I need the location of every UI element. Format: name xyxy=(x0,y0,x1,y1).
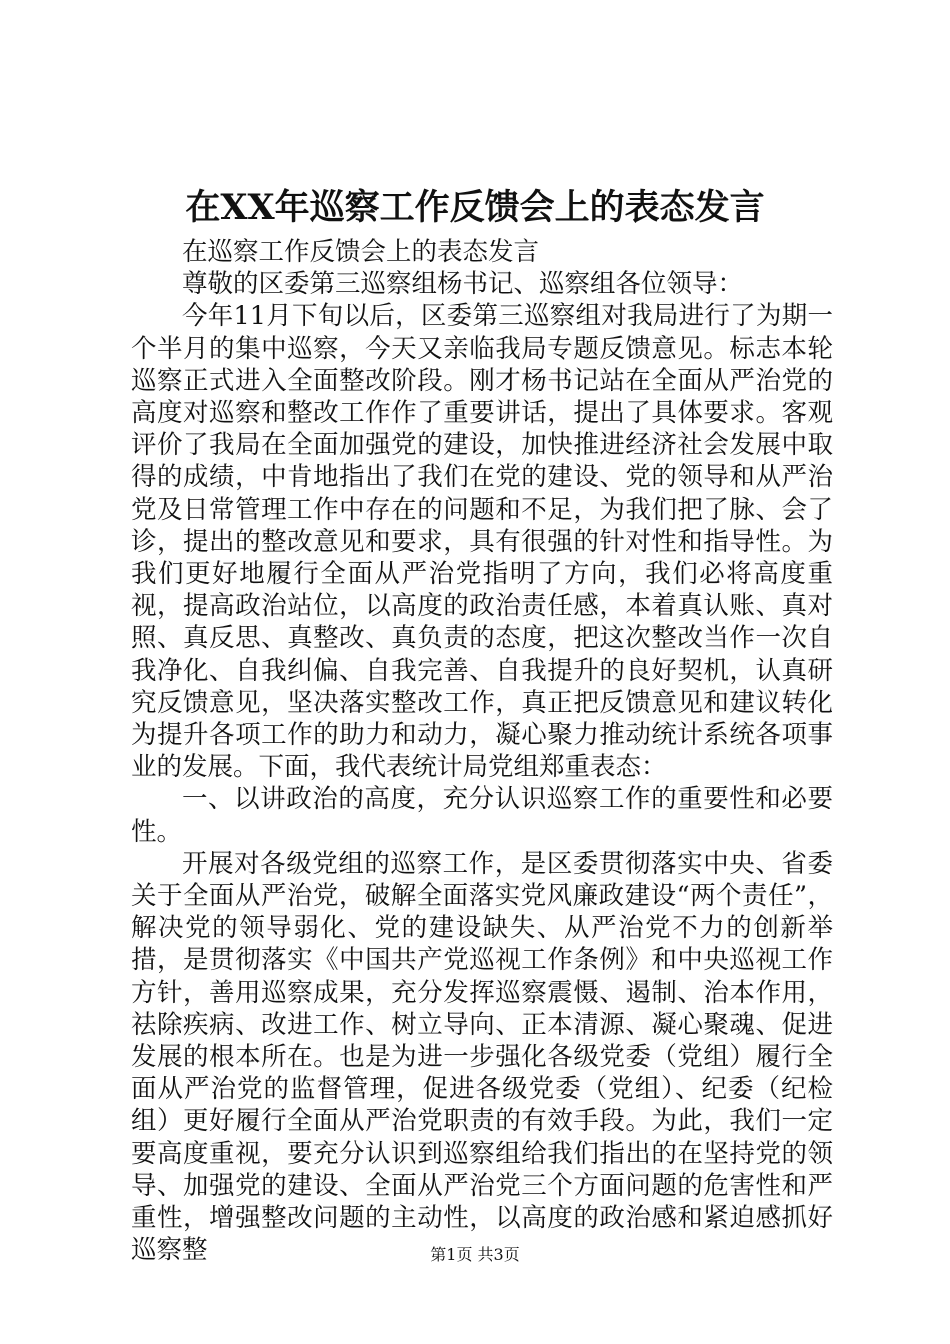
document-body xyxy=(131,236,833,1267)
paragraph-salutation: 尊敬的区委第三巡察组杨书记、巡察组各位领导： xyxy=(182,269,744,300)
page-number-footer: 第1页 共3页 xyxy=(430,1245,520,1264)
paragraph-intro: 今年11月下旬以后，区委第三巡察组对我局进行了为期一个半月的集中巡察，今天又亲临我局专题反馈意见。标志本轮巡察正式进入全面整改阶段。刚才杨书记站在全面从严治党的高度对巡察和整改工作作了重要讲话，提出了具体要求。客观评价了我局在全面加强党的建设，加快推进经济社会发展中取得的成绩，中肯地指出了我们在党的建设、党的领导和从严治党及日常管理工作中存在的问题和不足，为我们把了脉、会了诊，提出的整改意见和要求，具有很强的针对性和指导性。为我们更好地履行全面从严治党指明了方向，我们必将高度重视，提高政治站位，以高度的政治责任感，本着真认账、真对照、真反思、真整改、真负责的态度，把这次整改当作一次自我净化、自我纠偏、自我完善、自我提升的良好契机，认真研究反馈意见，坚决落实整改工作，真正把反馈意见和建议转化为提升各项工作的助力和动力，凝心聚力推动统计系统各项事业的发展。下面，我代表统计局党组郑重表态： xyxy=(131,301,833,783)
section-heading-1: 一、以讲政治的高度，充分认识巡察工作的重要性和必要性。 xyxy=(131,784,833,847)
document-title: 在XX年巡察工作反馈会上的表态发言 xyxy=(185,187,765,228)
paragraph-subtitle: 在巡察工作反馈会上的表态发言 xyxy=(182,237,540,267)
paragraph-section-1: 开展对各级党组的巡察工作，是区委贯彻落实中央、省委关于全面从严治党，破解全面落实党风廉政建设“两个责任”，解决党的领导弱化、党的建设缺失、从严治党不力的创新举措，是贯彻落实《中国共产党巡视工作条例》和中央巡视工作方针，善用巡察成果，充分发挥巡察震慑、遏制、治本作用，祛除疾病、改进工作、树立导向、正本清源、凝心聚魂、促进发展的根本所在。也是为进一步强化各级党委（党组）履行全面从严治党的监督管理，促进各级党委（党组）、纪委（纪检组）更好履行全面从严治党职责的有效手段。为此，我们一定要高度重视，要充分认识到巡察组给我们指出的在坚持党的领导、加强党的建设、全面从严治党三个方面问题的危害性和严重性，增强整改问题的主动性，以高度的政治感和紧迫感抓好巡察整 xyxy=(131,848,833,1266)
